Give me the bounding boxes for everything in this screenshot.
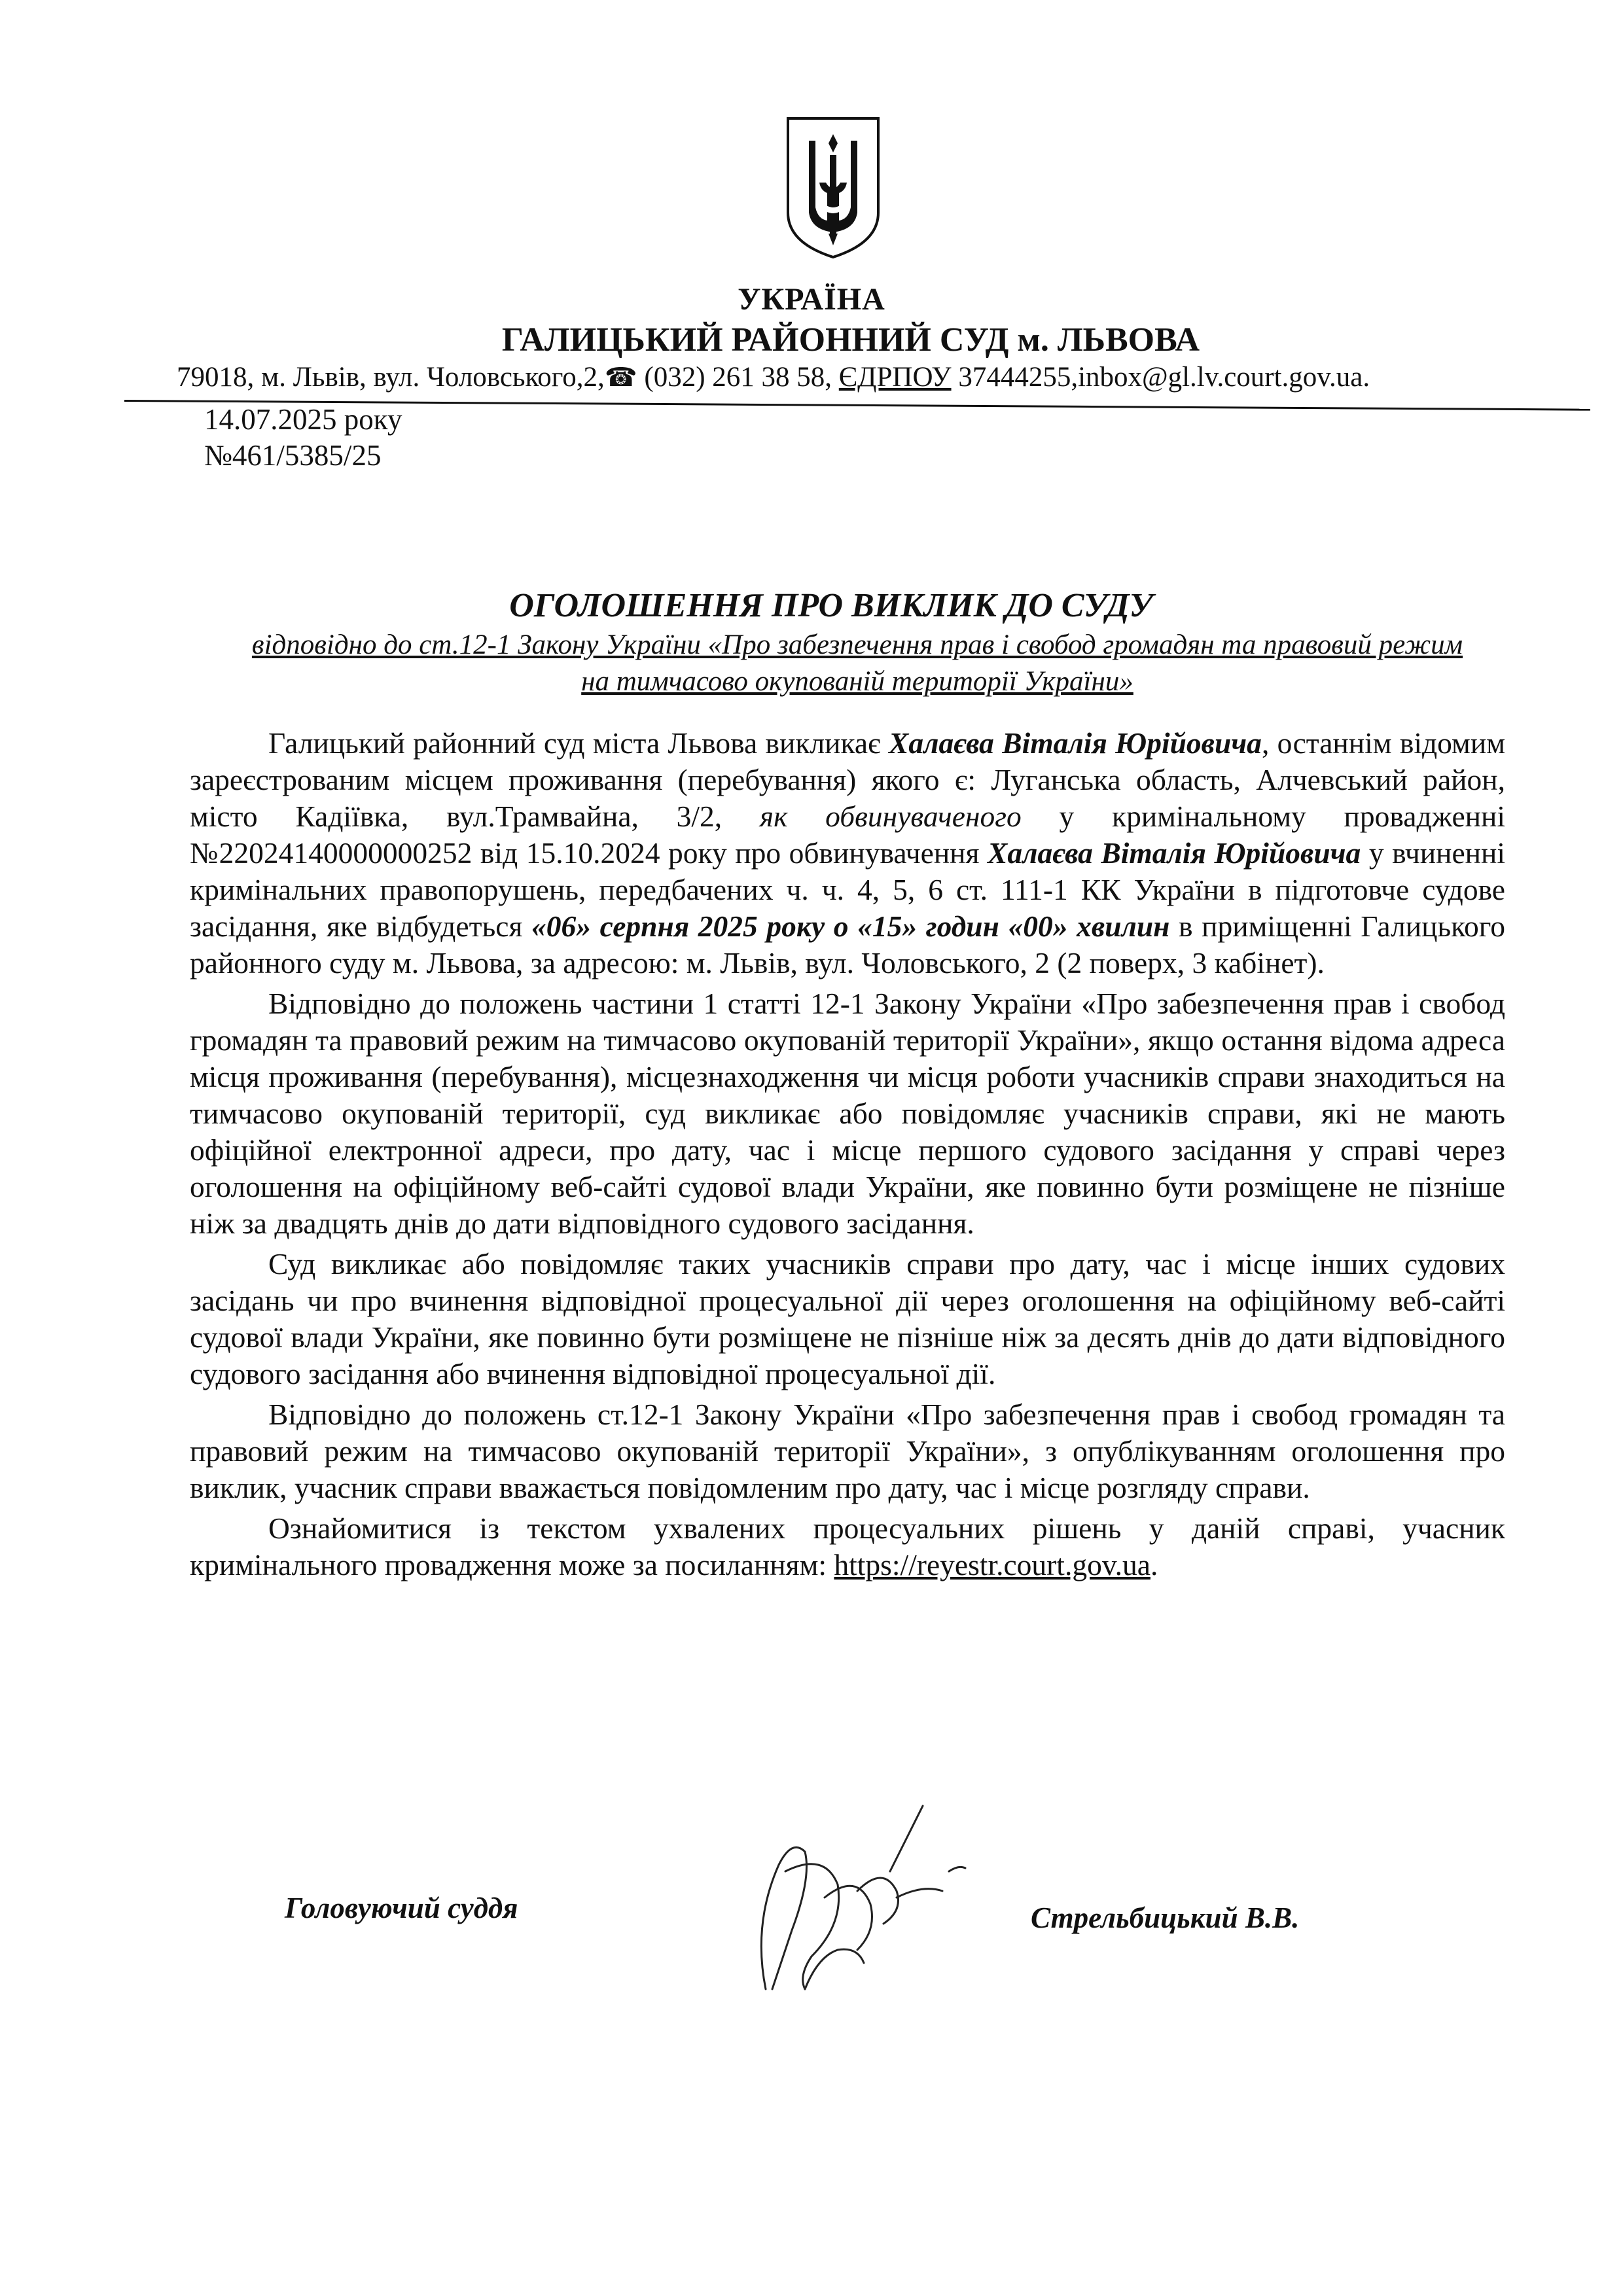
judge-role: Головуючий суддя: [285, 1892, 518, 1924]
subtitle-line-1: відповідно до ст.12-1 Закону України «Про забезпечення прав і свобод громадян та правовий режим: [251, 629, 1463, 660]
p1-text-a: Галицький районний суд міста Львова викликає: [268, 726, 889, 760]
court-address-line: [177, 361, 1370, 393]
announcement-body: [190, 725, 1505, 1583]
paragraph-3: Суд викликає або повідомляє таких учасників справи про дату, час і місце інших судових засідань чи про вчинення відповідної процесуальної дії через оголошення на офіційному веб-сайті судової влади України, яке повинно бути розміщене не пізніше ніж за десять днів до дати відповідного судового засідання або вчинення відповідної процесуальної дії.: [190, 1247, 1505, 1390]
registry-link[interactable]: https://reyestr.court.gov.ua: [834, 1548, 1150, 1581]
trident-emblem-icon: [783, 115, 883, 260]
subtitle-line-2: на тимчасово окупованій території України»: [581, 666, 1133, 697]
phone-number: (032) 261 38 58,: [637, 362, 832, 393]
defendant-role: як обвинуваченого: [759, 800, 1022, 833]
paragraph-4: Відповідно до положень ст.12-1 Закону України «Про забезпечення прав і свобод громадян та правовий режим на тимчасово окупованій території України», з опублікуванням оголошення про виклик, учасник справи вважається повідомленим про дату, час і місце розгляду справи.: [190, 1398, 1505, 1504]
hearing-datetime: «06» серпня 2025 року о «15» годин «00» хвилин: [531, 910, 1170, 943]
judge-name: Стрельбицький В.В.: [1031, 1901, 1300, 1934]
defendant-name: Халаєва Віталія Юрійовича: [889, 726, 1262, 760]
p1-text-b: , останнім відомим зареєстрованим місцем проживання (перебування) якого є: Луганська область, Алчевський район, місто Кадіївка, вул.Трамвайна, 3/2,: [190, 726, 1505, 833]
edrpou-label: ЄДРПОУ: [838, 362, 952, 393]
p1-text-c: у кримінальному провадженні №22024140000000252 від 15.10.2024 року про обвинувачення: [190, 800, 1505, 870]
country-heading: УКРАЇНА: [738, 282, 885, 317]
p1-text-d: у вчиненні кримінальних правопорушень, передбачених ч. ч. 4, 5, 6 ст. 111-1 КК України в підготовче судове засідання, яке відбудеться: [190, 836, 1505, 943]
p5-text-a: Ознайомитися із текстом ухвалених процесуальних рішень у даній справі, учасник кримінального провадження може за посиланням:: [190, 1511, 1505, 1581]
paragraph-2: Відповідно до положень частини 1 статті 12-1 Закону України «Про забезпечення прав і свобод громадян та правовий режим на тимчасово окупованій території України», якщо остання відома адреса місця проживання (перебування), місцезнаходження чи місця роботи учасників справи знаходиться на тимчасово окупованій території, суд викликає або повідомляє учасників справи, які не мають офіційної електронної адреси, про дату, час і місце першого судового засідання у справі через оголошення на офіційному веб-сайті судової влади України, яке повинно бути розміщене не пізніше ніж за двадцять днів до дати відповідного судового засідання.: [190, 987, 1505, 1240]
p5-text-b: .: [1150, 1548, 1158, 1581]
paragraph-5: [190, 1510, 1505, 1583]
document-date: 14.07.2025 року: [204, 403, 402, 436]
handwritten-signature-icon: [726, 1793, 975, 2015]
announcement-title: ОГОЛОШЕННЯ ПРО ВИКЛИК ДО СУДУ: [509, 587, 1153, 624]
case-number: №461/5385/25: [204, 439, 382, 472]
address-text: 79018, м. Львів, вул. Чоловського,2,: [177, 362, 605, 393]
announcement-subtitle: [203, 627, 1512, 700]
paragraph-1: [190, 725, 1505, 981]
court-name-heading: ГАЛИЦЬКИЙ РАЙОННИЙ СУД м. ЛЬВОВА: [501, 321, 1200, 359]
defendant-name-2: Халаєва Віталія Юрійовича: [988, 836, 1361, 870]
p1-text-e: в приміщенні Галицького районного суду м. Львова, за адресою: м. Львів, вул. Чоловського, 2 (2 поверх, 3 кабінет).: [190, 910, 1505, 980]
edrpou-email: 37444255,inbox@gl.lv.court.gov.ua.: [951, 362, 1370, 393]
telephone-icon: ☎: [604, 362, 637, 392]
